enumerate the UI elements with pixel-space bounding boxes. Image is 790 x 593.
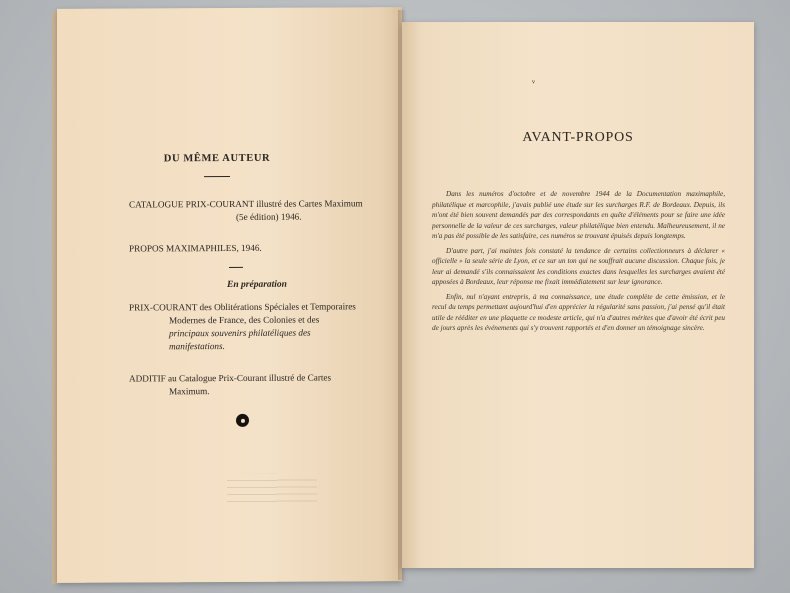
work-4-line-1: ADDITIF au Catalogue Prix-Courant illustré de Cartes [129,372,332,384]
page-mark: ᵛ [532,78,535,89]
work-3-line-3: principaux souvenirs philatéliques des [169,327,311,339]
ornament-icon [236,414,249,427]
paragraph-1: Dans les numéros d'octobre et de novembre 1944 de la Documentation maximaphile, philatélique et marcophile, j'avais publié une étude sur les surcharges R.F. de Bordeaux. Depuis, ils m'ont été bien souvent demandés par des correspondants en quête d'éléments pour se faire une idée personnelle de la valeur de ces surcharges, valeur philatélique bien entendu. Malheureusement, il ne m'a pas été possible de les satisfaire, ces numéros se trouvant épuisés depuis longtemps. [432,190,725,240]
work-3-line-2: Modernes de France, des Colonies et des [169,314,320,326]
show-through-text [227,474,317,504]
heading-rule [204,176,230,177]
work-4 [129,371,389,398]
left-page [57,7,402,583]
work-2: PROPOS MAXIMAPHILES, 1946. [129,242,262,254]
section-rule [229,267,243,268]
work-1-title: CATALOGUE PRIX-COURANT illustré des Cartes Maximum [129,198,363,210]
work-1 [129,197,389,224]
work-3-line-4: manifestations. [169,341,225,352]
foreword-text [432,189,725,338]
work-3-line-1: PRIX-COURANT des Oblitérations Spéciales et Temporaires [129,301,356,313]
work-3 [129,300,389,353]
work-4-line-2: Maximum. [169,386,210,397]
in-preparation-label: En préparation [227,279,287,291]
paragraph-3: Enfin, nul n'ayant entrepris, à ma connaissance, une étude complète de cette émission, et le recul du temps permettant aujourd'hui d'en apprécier la régularité sans passion, j'ai pensé qu'il était utile de rééditer en une plaquette ce modeste article, qui n'a d'autres mérites que d'avoir été écrit peu de jours après les événements qui s'y trouvent rapportés et d'en donner un témoignage sincère. [432,292,725,332]
page-title: AVANT-PROPOS [522,130,634,145]
right-page [402,22,754,568]
page-heading: DU MÊME AUTEUR [163,152,271,165]
paragraph-2: D'autre part, j'ai maintes fois constaté la tendance de certains collectionneurs à déclarer « officielle » la seule série de Lyon, et ce sur un ton qui ne souffrait aucune discussion. Chaque fois, je leur ai demandé s'ils connaissaient les conditions exactes dans lesquelles les surcharges avaient été apposées à Bordeaux, leur réponse me fixait immédiatement sur leur ignorance. [432,246,725,286]
work-1-edition: (5e édition) 1946. [236,211,302,222]
